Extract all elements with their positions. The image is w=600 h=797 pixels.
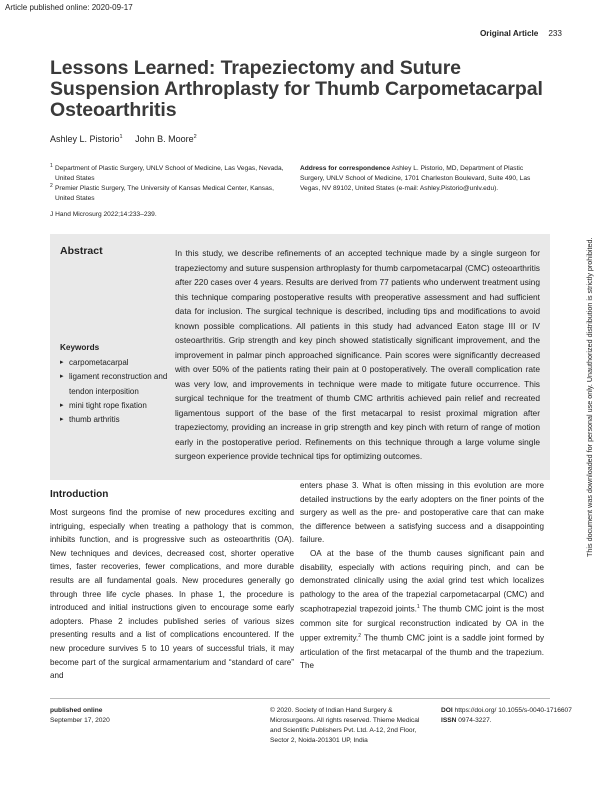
body-paragraph: enters phase 3. What is often missing in this evolution are more detailed instructions by the early adopters on the finer points of the surgery as well as the pre- and postoperative care that can make the difference between a satisfying success and a disappointing failure. (300, 481, 544, 545)
body-text: The thumb CMC joint is a saddle joint formed by articulation of the first metacarpal of the thumb and the trapezium. The (300, 633, 544, 671)
correspondence-label: Address for correspondence (300, 165, 391, 172)
running-header (480, 29, 562, 38)
body-paragraph (300, 547, 544, 673)
affiliation-mark: 1 (50, 163, 53, 169)
affiliation-mark: 2 (50, 183, 53, 189)
keywords-list (60, 356, 170, 427)
published-label: published online (50, 707, 103, 714)
correspondence-text: Ashley L. Pistorio, MD, Department of Plastic Surgery, UNLV School of Medicine, 1701 Charleston Boulevard, Suite 490, Las Vegas, NV 89102, United States (e-mail: Ashley.Pistorio@unlv.edu). (300, 165, 531, 192)
body-text: OA at the base of the thumb causes significant pain and disability, especially with actions requiring pinch, and can be demonstrated clinically using the axial grind test which localizes pathology to the area of the trapezial carpometacarpal (CMC) and scaphotrapezial trapezoid joints. (300, 548, 544, 615)
footer-divider (50, 698, 550, 699)
author-name: Ashley L. Pistorio (50, 134, 120, 144)
body-column-right (300, 479, 544, 673)
author-name: John B. Moore (135, 134, 194, 144)
issn-value: 0974-3227. (458, 717, 492, 724)
abstract-heading: Abstract (60, 245, 103, 257)
published-online-banner: Article published online: 2020-09-17 (5, 3, 133, 12)
affiliations (50, 164, 290, 204)
correspondence (300, 164, 540, 194)
keywords-heading: Keywords (60, 343, 100, 352)
section-label: Original Article (479, 29, 539, 38)
article-title: Lessons Learned: Trapeziectomy and Suture Suspension Arthroplasty for Thumb Carpometacarpal Osteoarthritis (50, 57, 543, 121)
keyword-item: ▸ carpometacarpal (60, 356, 170, 370)
abstract-text: In this study, we describe refinements of an accepted technique made by a single surgeon for trapeziectomy and suture suspension arthroplasty for thumb carpometacarpal (CMC) osteoarthritis after 220 cases over 4 years. Results are derived from 77 patients who underwent treatment using this technique comparing postoperative results with preoperative assessment and had sufficient data for inclusion. The surgical technique is described, including tips and modifications to avoid known possible complications. All patients in this study had advanced Eaton stage III or IV osteoarthritis. Grip strength and key pinch showed statistically significant improvement, and the improvement in palmar pinch approached significance. Pain scores were significantly decreased with over 50% of the patients rating their pain at 0 postoperatively. The overall complication rate was very low, and improvements in technique were made to mitigate future occurrence. This surgical technique for the treatment of thumb CMC arthritis achieved pain relief and recreated ligamentous support of the base of the first metacarpal to resist proximal migration after trapeziectomy, providing an increase in grip strength and key pinch with return of range of motion early in the postoperative period. Refinements on this technique through a large volume single surgeon experience provide technical tips for optimizing outcomes. (175, 248, 540, 461)
footer-copyright: © 2020. Society of Indian Hand Surgery & Microsurgeons. All rights reserved. Thieme Medical and Scientific Publishers Pvt. Ltd. A-12, 2nd Floor, Sector 2, Noida-201301 UP, India (270, 707, 420, 744)
affiliation (50, 164, 290, 184)
footer-publication (50, 706, 110, 726)
keyword-item: ▸ mini tight rope fixation (60, 399, 170, 413)
body-column-left (50, 506, 294, 683)
published-date: September 17, 2020 (50, 717, 110, 724)
issn-label: ISSN (441, 717, 457, 724)
body-text: The thumb CMC joint is the most common site for surgical reconstruction indicated by OA in the upper extremity. (300, 605, 544, 643)
author-list (50, 134, 197, 144)
affiliation-text: Premier Plastic Surgery, The University of Kansas Medical Center, Kansas, United States (55, 185, 274, 202)
affiliation (50, 184, 290, 204)
doi-value[interactable]: https://doi.org/ 10.1055/s-0040-1716607 (454, 707, 572, 714)
body-paragraph: Most surgeons find the promise of new procedures exciting and intriguing, especially when treating a pathology that is common, inhibits function, and is progressive such as osteoarthritis (OA). New techniques and devices, decreased cost, shorter operative times, faster recoveries, fewer complications, and more durable results are all fundamental goals. New procedures generally go through three life cycle phases. In phase 1, the procedure is introduced and initial instructions given to encourage some early adopters. Phase 2 includes published series of various sizes presenting results and a list of complications encountered. If the new procedure survives 5 to 10 years of successful trials, it may become part of the surgical armamentarium and “standard of care” and (50, 508, 294, 681)
reference-mark: 2 (358, 633, 362, 640)
introduction-heading: Introduction (50, 489, 109, 500)
keyword-item: ▸ thumb arthritis (60, 413, 170, 427)
page-number: 233 (548, 29, 562, 38)
doi-label: DOI (441, 707, 453, 714)
journal-citation: J Hand Microsurg 2022;14:233–239. (50, 211, 157, 218)
author-affil-mark: 1 (119, 134, 123, 140)
keyword-item: ▸ ligament reconstruction and tendon interposition (60, 370, 170, 399)
reference-mark: 1 (416, 604, 420, 611)
affiliation-text: Department of Plastic Surgery, UNLV School of Medicine, Las Vegas, Nevada, United States (55, 165, 284, 182)
author-affil-mark: 2 (193, 134, 197, 140)
side-watermark: This document was downloaded for personal use only. Unauthorized distribution is strictly prohibited. (585, 237, 594, 557)
footer-identifiers (441, 706, 572, 726)
